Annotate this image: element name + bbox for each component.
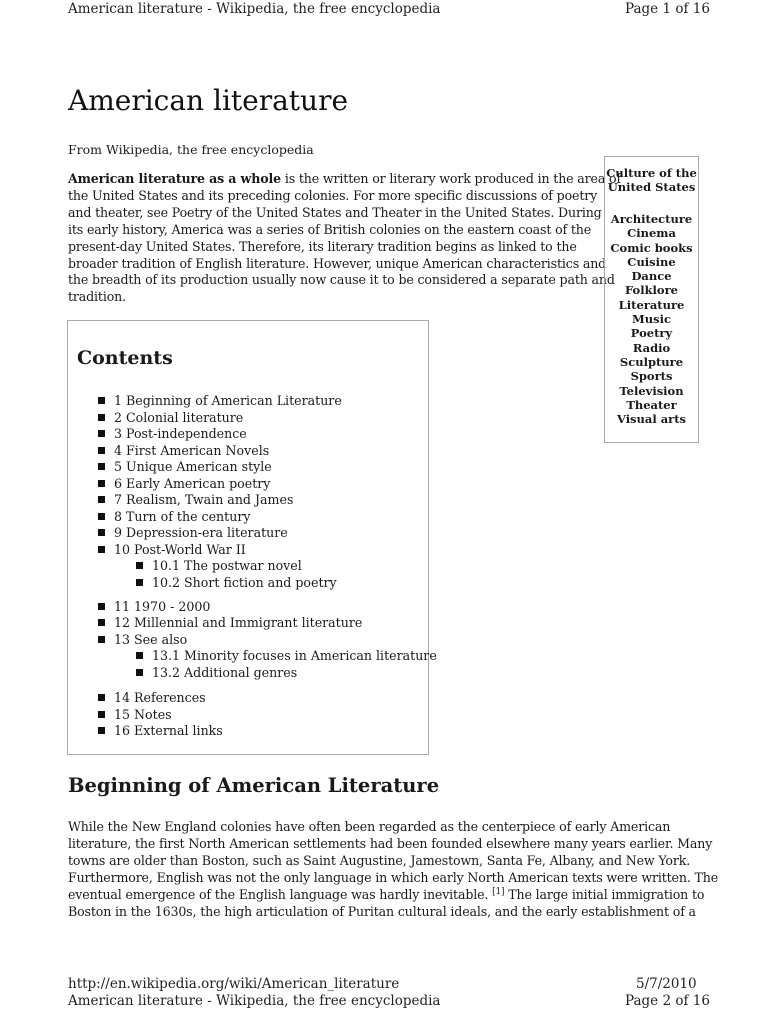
bullet-icon bbox=[136, 579, 143, 586]
toc-item[interactable]: 13 See also bbox=[98, 632, 187, 648]
bullet-icon bbox=[98, 603, 105, 610]
toc-item[interactable]: 12 Millennial and Immigrant literature bbox=[98, 615, 362, 631]
bullet-icon bbox=[98, 414, 105, 421]
bullet-icon bbox=[98, 727, 105, 734]
infobox-item-architecture[interactable]: Architecture bbox=[610, 212, 693, 226]
page-header-number: Page 1 of 16 bbox=[625, 1, 710, 17]
infobox-item-literature[interactable]: Literature bbox=[618, 297, 685, 312]
toc-heading: Contents bbox=[77, 347, 173, 369]
infobox-item-folklore[interactable]: Folklore bbox=[625, 283, 678, 298]
toc-subitem[interactable]: 13.2 Additional genres bbox=[136, 665, 297, 681]
toc-item[interactable]: 10 Post-World War II bbox=[98, 542, 246, 558]
toc-item[interactable]: 3 Post-independence bbox=[98, 426, 247, 442]
toc-subitem[interactable]: 10.2 Short fiction and poetry bbox=[136, 575, 337, 591]
bullet-icon bbox=[98, 529, 105, 536]
bullet-icon bbox=[136, 562, 143, 569]
from-wikipedia-note: From Wikipedia, the free encyclopedia bbox=[68, 142, 314, 157]
bullet-icon bbox=[98, 397, 105, 404]
infobox-item-sports[interactable]: Sports bbox=[630, 369, 673, 384]
footer-page-number: Page 2 of 16 bbox=[625, 993, 710, 1009]
bullet-icon bbox=[98, 636, 105, 643]
bullet-icon bbox=[98, 546, 105, 553]
toc-item[interactable]: 2 Colonial literature bbox=[98, 410, 243, 426]
infobox-item-sculpture[interactable]: Sculpture bbox=[619, 354, 684, 369]
bullet-icon bbox=[98, 480, 105, 487]
page-header-title: American literature - Wikipedia, the free encyclopedia bbox=[68, 1, 441, 17]
intro-paragraph: American literature as a whole is the written or literary work produced in the area of the United States and its preceding colonies. For more specific discussions of poetry and theater, see Poetry of the United States and Theater in the United States. During its early history, America was a series of British colonies on the eastern coast of the present-day United States. Therefore, its literary tradition begins as linked to the broader tradition of English literature. However, unique American characteristics and the breadth of its production usually now cause it to be considered a separate path and tradition. bbox=[68, 171, 621, 305]
bullet-icon bbox=[98, 513, 105, 520]
toc-item[interactable]: 14 References bbox=[98, 690, 206, 706]
bullet-icon bbox=[136, 652, 143, 659]
toc-subitem[interactable]: 10.1 The postwar novel bbox=[136, 558, 302, 574]
culture-infobox bbox=[604, 156, 699, 443]
bullet-icon bbox=[98, 430, 105, 437]
bullet-icon bbox=[98, 496, 105, 503]
toc-item[interactable]: 4 First American Novels bbox=[98, 443, 269, 459]
infobox-item-visual-arts[interactable]: Visual arts bbox=[616, 412, 687, 427]
table-of-contents bbox=[67, 320, 437, 755]
toc-subitem[interactable]: 13.1 Minority focuses in American literature bbox=[136, 648, 437, 664]
infobox-item-theater[interactable]: Theater bbox=[626, 397, 677, 412]
infobox-list bbox=[605, 212, 698, 426]
bullet-icon bbox=[98, 694, 105, 701]
footer-url: http://en.wikipedia.org/wiki/American_literature bbox=[68, 976, 400, 992]
toc-item[interactable]: 8 Turn of the century bbox=[98, 509, 250, 525]
infobox-item-dance[interactable]: Dance bbox=[631, 269, 672, 284]
toc-item[interactable]: 15 Notes bbox=[98, 707, 172, 723]
toc-item[interactable]: 11 1970 - 2000 bbox=[98, 599, 210, 615]
infobox-item-comic-books[interactable]: Comic books bbox=[610, 240, 693, 255]
intro-bold-term: American literature as a whole bbox=[68, 171, 281, 186]
infobox-item-poetry[interactable]: Poetry bbox=[630, 326, 673, 341]
infobox-item-music[interactable]: Music bbox=[632, 312, 671, 327]
bullet-icon bbox=[136, 669, 143, 676]
infobox-item-television[interactable]: Television bbox=[619, 383, 684, 398]
toc-item[interactable]: 6 Early American poetry bbox=[98, 476, 270, 492]
bullet-icon bbox=[98, 619, 105, 626]
bullet-icon bbox=[98, 711, 105, 718]
citation-link[interactable]: [1] bbox=[492, 886, 505, 897]
bullet-icon bbox=[98, 463, 105, 470]
toc-item[interactable]: 16 External links bbox=[98, 723, 223, 739]
toc-item[interactable]: 5 Unique American style bbox=[98, 459, 272, 475]
toc-item[interactable]: 1 Beginning of American Literature bbox=[98, 393, 342, 409]
toc-item[interactable]: 7 Realism, Twain and James bbox=[98, 492, 293, 508]
infobox-title: Culture of the United States bbox=[606, 166, 697, 194]
infobox-item-cuisine[interactable]: Cuisine bbox=[627, 254, 676, 269]
page-title: American literature bbox=[68, 84, 349, 117]
footer-title: American literature - Wikipedia, the free encyclopedia bbox=[68, 993, 441, 1009]
infobox-item-cinema[interactable]: Cinema bbox=[627, 226, 676, 241]
toc-item[interactable]: 9 Depression-era literature bbox=[98, 525, 288, 541]
footer-date: 5/7/2010 bbox=[636, 976, 697, 992]
bullet-icon bbox=[98, 447, 105, 454]
section-heading: Beginning of American Literature bbox=[68, 774, 440, 797]
section-paragraph: While the New England colonies have often been regarded as the centerpiece of early American literature, the first North American settlements had been founded elsewhere many years earlier. Many towns are older than Boston, such as Saint Augustine, Jamestown, Santa Fe, Albany, and New York. Furthermore, English was not the only language in which early North American texts were written. The eventual emergence of the English language was hardly inevitable. [1] The large initial immigration to Boston in the 1630s, the high articulation of Puritan cultural ideals, and the early establishment of a bbox=[68, 819, 719, 919]
infobox-item-radio[interactable]: Radio bbox=[632, 340, 671, 355]
